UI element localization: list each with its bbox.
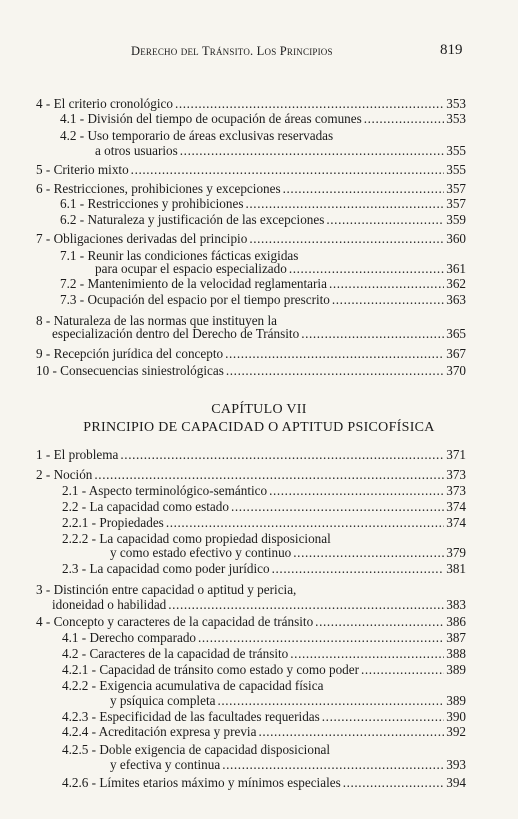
toc-leader-dots	[131, 162, 445, 178]
toc-entry-title: 7.1 - Reunir las condiciones fácticas exigidas	[60, 248, 299, 263]
toc-entry-title: 6.2 - Naturaleza y justificación de las excepciones	[60, 212, 325, 227]
toc-entry-title: 2.1 - Aspecto terminológico-semántico	[62, 483, 268, 498]
toc-leader-dots	[322, 709, 444, 725]
toc-entry-page: 381	[446, 561, 466, 576]
toc-entry-title: 2.2 - La capacidad como estado	[62, 499, 229, 514]
toc-entry-title: 7.3 - Ocupación del espacio por el tiempo prescrito	[60, 292, 330, 307]
toc-entry-page: 388	[446, 646, 466, 661]
toc-entry	[62, 515, 466, 531]
toc-entry-page: 374	[446, 515, 466, 530]
toc-entry	[62, 499, 466, 515]
toc-entry-title: 6 - Restricciones, prohibiciones y excepciones	[36, 181, 281, 196]
toc-entry	[110, 545, 466, 561]
toc-entry-title: 10 - Consecuencias siniestrológicas	[36, 363, 224, 378]
toc-entry	[36, 181, 466, 197]
toc-entry	[36, 96, 466, 112]
toc-entry	[62, 724, 466, 740]
toc-entry-title: 6.1 - Restricciones y prohibiciones	[60, 196, 244, 211]
running-title: Derecho del Tránsito. Los Principios	[131, 44, 333, 58]
toc-entry	[62, 662, 466, 678]
toc-entry-page: 370	[446, 363, 466, 378]
toc-entry-page: 355	[446, 162, 466, 177]
toc-entry-page: 389	[446, 662, 466, 677]
page-header	[0, 44, 518, 62]
toc-leader-dots	[269, 483, 444, 499]
toc-entry-title: 4.1 - Derecho comparado	[62, 630, 197, 645]
toc-entry-page: 373	[446, 467, 466, 482]
toc-leader-dots	[364, 111, 444, 127]
toc-entry-title: 4.2.4 - Acreditación expresa y previa	[62, 724, 257, 739]
toc-entry-title: 4.2.6 - Límites etarios máximo y mínimos especiales	[62, 775, 341, 790]
toc-entry	[62, 646, 466, 662]
toc-leader-dots	[329, 276, 444, 292]
toc-entry	[52, 326, 466, 342]
toc-entry-page: 353	[446, 96, 466, 111]
toc-entry-page: 387	[446, 630, 466, 645]
toc-entry-title: 4.1 - División del tiempo de ocupación de áreas comunes	[60, 111, 362, 126]
toc-entry	[60, 276, 466, 292]
toc-leader-dots	[246, 196, 445, 212]
toc-leader-dots	[272, 561, 445, 577]
toc-entry-title: 1 - El problema	[36, 447, 119, 462]
toc-entry	[36, 467, 466, 483]
toc-entry	[36, 614, 466, 630]
toc-entry	[36, 363, 466, 379]
toc-entry	[62, 483, 466, 499]
toc-entry-title: 2.2.2 - La capacidad como propiedad disposicional	[62, 531, 331, 546]
toc-entry-title: 2.3 - La capacidad como poder jurídico	[62, 561, 270, 576]
toc-entry	[62, 561, 466, 577]
toc-entry	[60, 111, 466, 127]
toc-entry-page: 357	[446, 196, 466, 211]
toc-leader-dots	[120, 447, 444, 463]
toc-entry	[60, 196, 466, 212]
toc-leader-dots	[301, 326, 444, 342]
toc-leader-dots	[217, 693, 444, 709]
toc-entry-title: 8 - Naturaleza de las normas que instituyen la	[36, 313, 277, 328]
toc-entry-page: 373	[446, 483, 466, 498]
toc-entry	[110, 757, 466, 773]
toc-entry	[52, 597, 466, 613]
toc-entry-title: 4.2.3 - Especificidad de las facultades requeridas	[62, 709, 320, 724]
toc-entry-title: 4.2.1 - Capacidad de tránsito como estado y como poder	[62, 662, 360, 677]
toc-leader-dots	[222, 757, 444, 773]
toc-entry-title: 3 - Distinción entre capacidad o aptitud y pericia,	[36, 582, 297, 597]
toc-entry	[62, 709, 466, 725]
toc-entry	[60, 212, 466, 228]
toc-entry	[60, 292, 466, 308]
toc-entry-page: 365	[446, 326, 466, 341]
toc-leader-dots	[293, 545, 444, 561]
toc-leader-dots	[283, 181, 445, 197]
toc-entry-title: 9 - Recepción jurídica del concepto	[36, 346, 224, 361]
toc-entry	[36, 346, 466, 362]
toc-entry-page: 360	[446, 231, 466, 246]
toc-entry-page: 392	[446, 724, 466, 739]
toc-entry-continuation: para ocupar el espacio especializado	[95, 261, 287, 276]
toc-entry-continuation: y psíquica completa	[110, 693, 216, 708]
toc-leader-dots	[180, 143, 444, 159]
toc-entry-continuation: idoneidad o habilidad	[52, 597, 167, 612]
toc-entry	[62, 775, 466, 791]
toc-entry-page: 357	[446, 181, 466, 196]
toc-entry-page: 394	[446, 775, 466, 790]
toc-entry-continuation: y efectiva y continua	[110, 757, 221, 772]
toc-leader-dots	[249, 231, 444, 247]
toc-entry-title: 4 - Concepto y caracteres de la capacidad de tránsito	[36, 614, 314, 629]
toc-entry-title: 4 - El criterio cronológico	[36, 96, 173, 111]
toc-entry-continuation: y como estado efectivo y continuo	[110, 545, 292, 560]
toc-entry-page: 367	[446, 346, 466, 361]
toc-entry-page: 355	[446, 143, 466, 158]
toc-entry-title: 7 - Obligaciones derivadas del principio	[36, 231, 248, 246]
toc-entry-page: 379	[446, 545, 466, 560]
toc-leader-dots	[258, 724, 444, 740]
toc-entry-page: 390	[446, 709, 466, 724]
toc-entry-continuation: a otros usuarios	[95, 143, 178, 158]
toc-leader-dots	[290, 646, 444, 662]
page-number: 819	[440, 42, 463, 58]
toc-leader-dots	[94, 467, 444, 483]
toc-entry	[62, 630, 466, 646]
toc-entry-page: 353	[446, 111, 466, 126]
toc-entry-title: 4.2.2 - Exigencia acumulativa de capacidad física	[62, 678, 324, 693]
toc-entry-page: 359	[446, 212, 466, 227]
toc-entry	[36, 231, 466, 247]
toc-leader-dots	[166, 515, 444, 531]
toc-leader-dots	[289, 261, 444, 277]
toc-entry-page: 362	[446, 276, 466, 291]
toc-entry-page: 389	[446, 693, 466, 708]
toc-entry-page: 361	[446, 261, 466, 276]
toc-entry-title: 7.2 - Mantenimiento de la velocidad reglamentaria	[60, 276, 327, 291]
toc-leader-dots	[175, 96, 444, 112]
chapter-number: CAPÍTULO VII	[211, 402, 307, 417]
toc-entry-page: 374	[446, 499, 466, 514]
toc-entry-page: 393	[446, 757, 466, 772]
toc-leader-dots	[225, 346, 444, 362]
toc-entry-title: 4.2 - Uso temporario de áreas exclusivas reservadas	[60, 128, 334, 143]
toc-leader-dots	[326, 212, 444, 228]
toc-entry	[36, 447, 466, 463]
toc-entry-page: 371	[446, 447, 466, 462]
toc-entry-title: 5 - Criterio mixto	[36, 162, 129, 177]
toc-entry-title: 2 - Noción	[36, 467, 93, 482]
toc-entry	[36, 162, 466, 178]
toc-entry-page: 383	[446, 597, 466, 612]
toc-entry-page: 386	[446, 614, 466, 629]
toc-entry	[95, 261, 466, 277]
toc-entry-title: 4.2 - Caracteres de la capacidad de tránsito	[62, 646, 289, 661]
toc-leader-dots	[315, 614, 444, 630]
toc-leader-dots	[332, 292, 444, 308]
toc-entry-page: 363	[446, 292, 466, 307]
toc-leader-dots	[231, 499, 444, 515]
toc-leader-dots	[198, 630, 444, 646]
toc-leader-dots	[361, 662, 444, 678]
toc-leader-dots	[226, 363, 444, 379]
toc-leader-dots	[168, 597, 444, 613]
toc-leader-dots	[343, 775, 445, 791]
toc-entry-continuation: especialización dentro del Derecho de Tránsito	[52, 326, 300, 341]
toc-entry-title: 4.2.5 - Doble exigencia de capacidad disposicional	[62, 742, 331, 757]
toc-entry	[95, 143, 466, 159]
toc-entry	[110, 693, 466, 709]
toc-entry-title: 2.2.1 - Propiedades	[62, 515, 164, 530]
chapter-title: PRINCIPIO DE CAPACIDAD O APTITUD PSICOFÍSICA	[83, 420, 435, 435]
